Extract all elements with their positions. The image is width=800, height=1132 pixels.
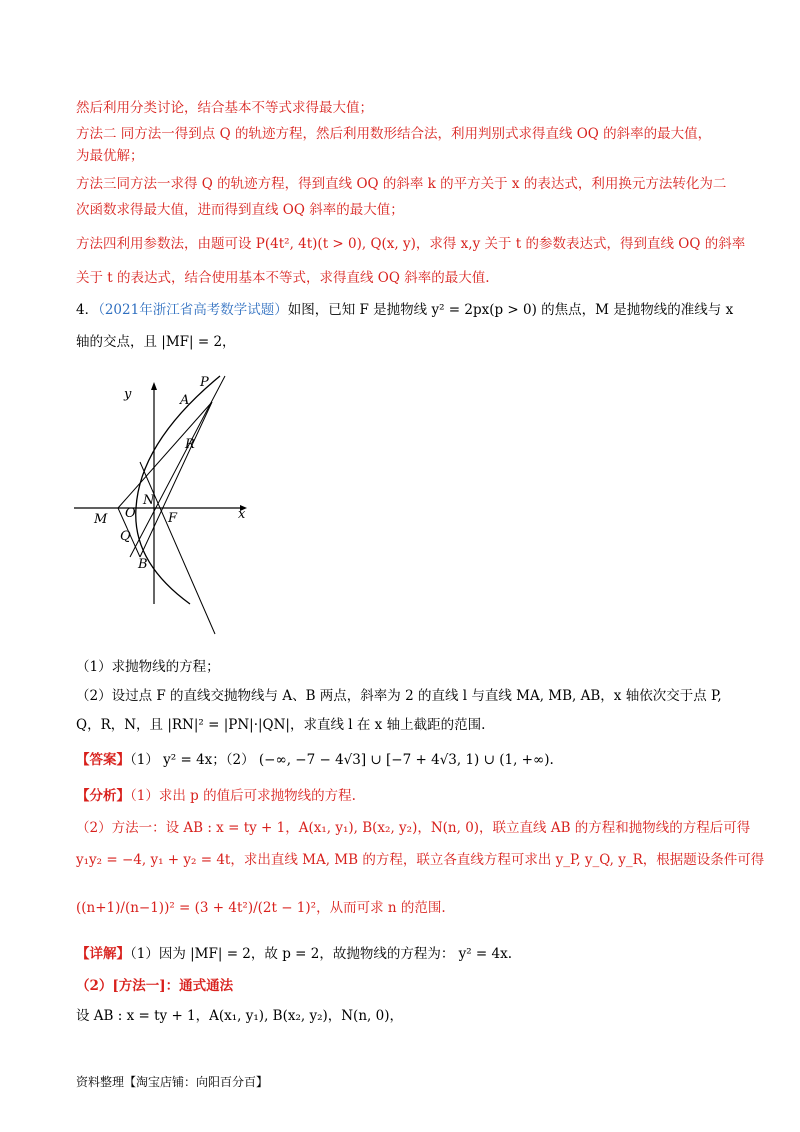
analysis-line-3: y₁y₂ = −4, y₁ + y₂ = 4t，求出直线 MA, MB 的方程，联立各直线方程可求出 y_P, y_Q, y_R，根据题设条件可得	[76, 852, 765, 868]
detail-line-1	[76, 944, 512, 964]
problem-line-2: 轴的交点，且 |MF| = 2，	[76, 334, 236, 350]
detail-tag: 【详解】	[76, 946, 130, 962]
point-B-label: B	[138, 557, 148, 572]
parabola-figure	[70, 372, 260, 644]
analysis-line-2: （2）方法一：设 AB : x = ty + 1，A(x₁, y₁), B(x₂, y₂)，N(n, 0)，联立直线 AB 的方程和抛物线的方程后可得	[76, 820, 751, 836]
analysis-line-4: ((n+1)/(n−1))² = (3 + 4t²)/(2t − 1)²，从而可求 n 的范围.	[76, 900, 446, 916]
point-M-label: M	[94, 512, 108, 527]
analysis-line-1	[76, 786, 356, 806]
problem-number: 4．	[76, 302, 99, 318]
point-O-label: O	[125, 506, 136, 521]
detail-text: （1）因为 |MF| = 2，故 p = 2，故抛物线的方程为： y² = 4x.	[130, 946, 513, 962]
answer-line	[76, 750, 554, 770]
y-label: y	[124, 387, 132, 402]
x-label: x	[238, 507, 246, 522]
point-P-label: P	[200, 375, 209, 390]
text-line: 关于 t 的表达式，结合使用基本不等式，求得直线 OQ 斜率的最大值.	[76, 270, 490, 286]
point-N-label: N	[143, 493, 155, 508]
problem-statement: 如图，已知 F 是抛物线 y² = 2px(p > 0) 的焦点，M 是抛物线的准线与 x	[287, 302, 734, 318]
text-line: 方法二 同方法一得到点 Q 的轨迹方程，然后利用数形结合法，利用判别式求得直线 OQ 的斜率的最大值，	[76, 126, 712, 142]
method-title: （2）[方法一]：通式通法	[76, 978, 234, 994]
point-F-label: F	[168, 511, 178, 526]
question-2-line-2: Q，R，N，且 |RN|² = |PN|·|QN|，求直线 l 在 x 轴上截距的范围.	[76, 717, 486, 733]
point-A-label: A	[180, 393, 190, 408]
answer-tag: 【答案】	[76, 752, 130, 768]
problem-source: （2021年浙江省高考数学试题）	[98, 302, 288, 318]
answer-text: （1） y² = 4x；（2） (−∞, −7 − 4√3] ∪ [−7 + 4√3, 1) ∪ (1, +∞).	[130, 752, 554, 768]
footer-note: 资料整理【淘宝店铺：向阳百分百】	[76, 1075, 269, 1089]
point-Q-label: Q	[120, 529, 131, 544]
point-R-label: R	[185, 437, 195, 452]
detail-line-2: 设 AB : x = ty + 1，A(x₁, y₁), B(x₂, y₂)，N(n, 0)，	[76, 1008, 403, 1024]
analysis-tag: 【分析】	[76, 788, 130, 804]
text-line: 然后利用分类讨论，结合基本不等式求得最大值；	[76, 100, 373, 116]
question-2-line-1: （2）设过点 F 的直线交抛物线与 A、B 两点，斜率为 2 的直线 l 与直线 MA, MB, AB，x 轴依次交于点 P,	[76, 688, 722, 704]
line-aux	[140, 462, 215, 634]
question-1: （1）求抛物线的方程；	[76, 659, 220, 675]
text-line: 次函数求得最大值，进而得到直线 OQ 斜率的最大值；	[76, 202, 404, 218]
line-AB	[140, 402, 212, 557]
problem-line-1	[76, 300, 733, 320]
text-line: 方法三同方法一求得 Q 的轨迹方程，得到直线 OQ 的斜率 k 的平方关于 x 的表达式，利用换元方法转化为二	[76, 176, 727, 192]
text-line: 为最优解；	[76, 148, 144, 164]
y-axis-arrow-icon	[151, 382, 157, 390]
line-l	[130, 376, 225, 557]
analysis-text: （1）求出 p 的值后可求抛物线的方程.	[130, 788, 356, 804]
line-MA	[118, 402, 212, 508]
text-line: 方法四利用参数法，由题可设 P(4t², 4t)(t > 0), Q(x, y)，求得 x,y 关于 t 的参数表达式，得到直线 OQ 的斜率	[76, 236, 746, 252]
